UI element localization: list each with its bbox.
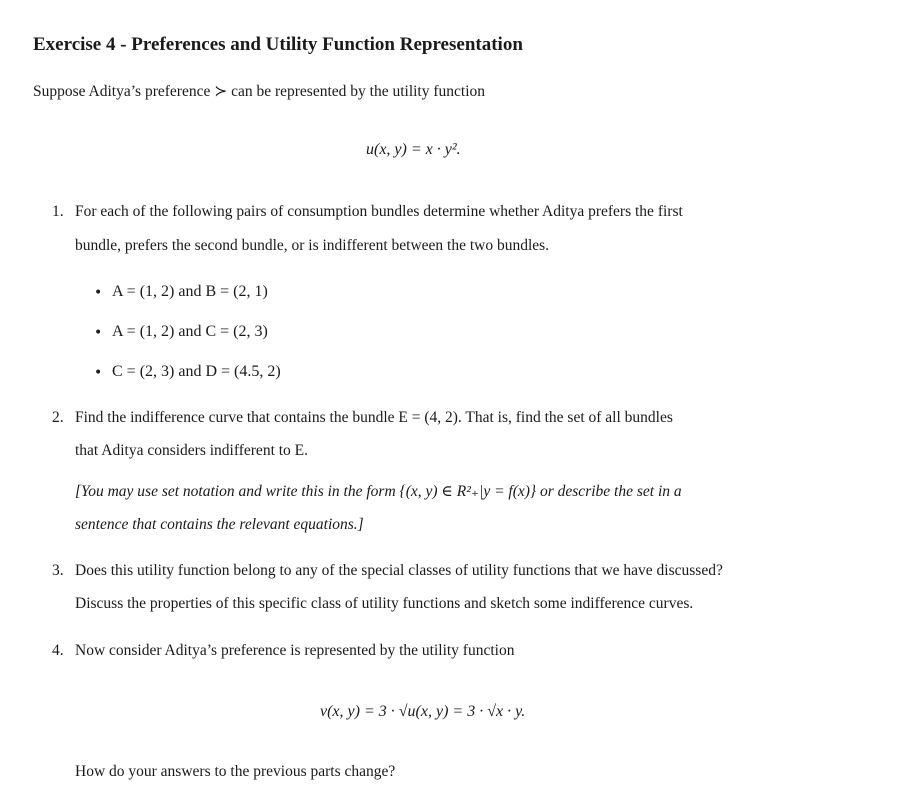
q2-hint-line1: [You may use set notation and write this in the form {(x, y) ∈ R²₊|y = f(x)} or describe the set in a xyxy=(75,483,682,500)
utility-equation: u(x, y) = x · y². xyxy=(366,141,461,158)
q4-line1: Now consider Aditya’s preference is represented by the utility function xyxy=(75,642,515,659)
q4-number: 4. xyxy=(52,642,64,659)
exercise-title: Exercise 4 - Preferences and Utility Function Representation xyxy=(33,34,523,55)
q2-hint-line2: sentence that contains the relevant equations.] xyxy=(75,516,364,533)
bullet-mark: • xyxy=(94,365,103,381)
bullet-mark: • xyxy=(94,285,103,301)
q3-line1: Does this utility function belong to any of the special classes of utility functions that we have discussed? xyxy=(75,562,723,579)
q1-number: 1. xyxy=(52,203,64,220)
q2-line2: that Aditya considers indifferent to E. xyxy=(75,442,309,459)
intro-text: Suppose Aditya’s preference ≻ can be represented by the utility function xyxy=(33,83,486,100)
q4-equation: v(x, y) = 3 · √u(x, y) = 3 · √x · y. xyxy=(320,703,526,720)
bullet-item-3: C = (2, 3) and D = (4.5, 2) xyxy=(112,363,281,380)
q4-followup: How do your answers to the previous parts change? xyxy=(75,763,396,780)
bullet-item-1: A = (1, 2) and B = (2, 1) xyxy=(112,283,268,300)
q1-line1: For each of the following pairs of consumption bundles determine whether Aditya prefers the first xyxy=(75,203,683,220)
q3-number: 3. xyxy=(52,562,64,579)
bullet-item-2: A = (1, 2) and C = (2, 3) xyxy=(112,323,268,340)
bullet-mark: • xyxy=(94,325,103,341)
q3-line2: Discuss the properties of this specific class of utility functions and sketch some indifference curves. xyxy=(75,595,694,612)
q1-line2: bundle, prefers the second bundle, or is indifferent between the two bundles. xyxy=(75,237,550,254)
q2-number: 2. xyxy=(52,409,64,426)
q2-line1: Find the indifference curve that contains the bundle E = (4, 2). That is, find the set of all bundles xyxy=(75,409,673,426)
